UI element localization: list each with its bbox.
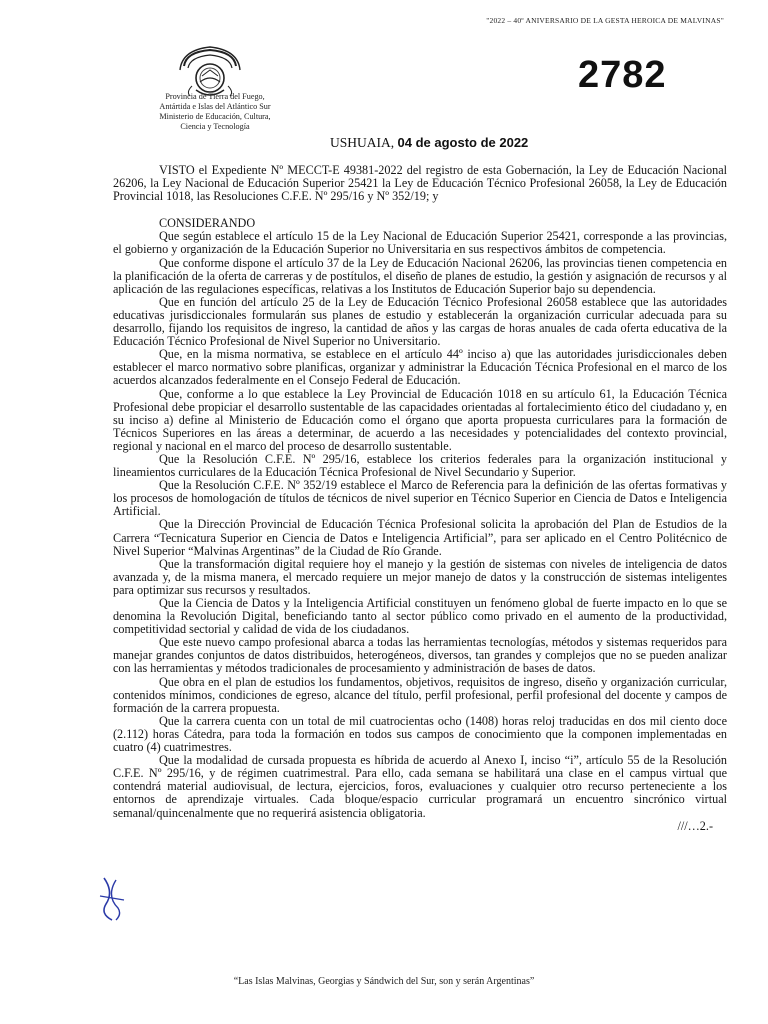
date-place: USHUAIA, <box>330 135 395 150</box>
page-continuation: ///…2.- <box>677 818 713 833</box>
handwritten-initial-mark <box>98 874 126 924</box>
date: 04 de agosto de 2022 <box>397 135 529 150</box>
considerando-paragraph: Que la Resolución C.F.E. Nº 295/16, establece los criterios federales para la organización institucional y lineamientos curriculares de la Educación Técnica Profesional de Nivel Secundario y Superior. <box>113 451 727 480</box>
considerando-paragraph: Que, en la misma normativa, se establece en el artículo 44º inciso a) que las autoridades jurisdiccionales deben establecer el marco normativo sobre planificas, organizar y administrar la Educación Técnica Profesional en el marco de los acuerdos alcanzados federalmente en el Consejo Federal de Educación. <box>113 347 727 388</box>
issuer-line: Provincia de Tierra del Fuego, <box>165 92 265 101</box>
visto-paragraph: VISTO el Expediente Nº MECCT-E 49381-2022 del registro de esta Gobernación, la Ley de Educación Nacional 26206, la Ley Nacional de Educación Superior 25421 la Ley de Educación Técnico Profesional 26058, la Ley de Educación Provincial 1018, las Resoluciones C.F.E. Nº 295/16 y Nº 352/19; y <box>113 163 727 204</box>
considerando-paragraph: Que conforme dispone el artículo 37 de la Ley de Educación Nacional 26206, las provincias tienen competencia en la planificación de la oferta de carreras y de postítulos, el diseño de planes de estudio, la gestión y asignación de recursos y al aplicación de las regulaciones específicas, relativas a los Institutos de Educación Superior bajo su dependencia. <box>113 255 727 296</box>
considerando-paragraph: Que obra en el plan de estudios los fundamentos, objetivos, requisitos de ingreso, diseño y organización curricular, contenidos mínimos, condiciones de egreso, alcance del título, perfil profesional, perfil profesional del docente y campos de formación de la carrera propuesta. <box>113 674 727 715</box>
dateline <box>330 135 528 151</box>
issuer-line: Ministerio de Educación, Cultura, <box>159 112 271 121</box>
considerando-paragraph: Que este nuevo campo profesional abarca a todas las herramientas tecnologías, métodos y sistemas requeridos para manejar grandes conjuntos de datos distribuidos, heterogéneos, diversos, tan grandes y complejos que no se pueden analizar con las herramientas y métodos tradicionales de procesamiento y administración de bases de datos. <box>113 635 727 676</box>
considerando-paragraph: Que en función del artículo 25 de la Ley de Educación Técnico Profesional 26058 establece que las autoridades educativas jurisdiccionales formularán sus planes de estudio y establecerán la organización curricular adecuada para su desarrollo, fijando los requisitos de ingreso, la cantidad de años y las cargas de horas anuales de cada oferta educativa de la Educación Técnico Profesional de Nivel Superior no Universitario. <box>113 294 727 349</box>
issuer-block <box>140 92 290 132</box>
document-body <box>113 164 727 833</box>
anniversary-banner: "2022 – 40º ANIVERSARIO DE LA GESTA HEROICA DE MALVINAS" <box>486 16 724 25</box>
considerando-paragraph: Que la Ciencia de Datos y la Inteligencia Artificial constituyen un fenómeno global de fuerte impacto en lo que se denomina la Revolución Digital, beneficiando tanto al sector público como privado en el aumento de la productividad, competitividad sectorial y calidad de vida de los ciudadanos. <box>113 596 727 637</box>
considerando-heading: CONSIDERANDO <box>159 216 256 231</box>
considerando-paragraph: Que la transformación digital requiere hoy el manejo y la gestión de sistemas con niveles de inteligencia de datos avanzada y, de la misma manera, el mercado requiere un mejor manejo de datos y la construcción de sistemas inteligentes para optimizar sus recursos y resultados. <box>113 556 727 597</box>
footer-quote: “Las Islas Malvinas, Georgias y Sándwich del Sur, son y serán Argentinas” <box>233 976 535 987</box>
considerando-paragraph: Que la Resolución C.F.E. Nº 352/19 establece el Marco de Referencia para la definición de las ofertas formativas y los procesos de homologación de títulos de técnicos de nivel superior en Técnico Superior en Ciencia de Datos e Inteligencia Artificial. <box>113 478 727 519</box>
issuer-line: Ciencia y Tecnología <box>180 122 250 131</box>
issuer-line: Antártida e Islas del Atlántico Sur <box>159 102 271 111</box>
considerando-paragraph: Que la modalidad de cursada propuesta es híbrida de acuerdo al Anexo I, inciso “i”, artículo 55 de la Resolución C.F.E. Nº 295/16, y de régimen cuatrimestral. Para ello, cada semana se habilitará una clase en el campus virtual que contendrá material audiovisual, de lectura, ejercicios, foros, evaluaciones y cualquier otro recurso perteneciente a los entornos de aprendizaje virtuales. Cada bloque/espacio curricular programará un encuentro sincrónico virtual semanal/quincenalmente que no requerirá asistencia obligatoria. <box>113 753 727 820</box>
considerando-paragraph: Que la Dirección Provincial de Educación Técnica Profesional solicita la aprobación del Plan de Estudios de la Carrera “Tecnicatura Superior en Ciencia de Datos e Inteligencia Artificial”, para ser aplicado en el Centro Politécnico de Nivel Superior “Malvinas Argentinas” de la Ciudad de Río Grande. <box>113 517 727 558</box>
considerando-paragraph: Que la carrera cuenta con un total de mil cuatrocientas ocho (1408) horas reloj traducidas en dos mil ciento doce (2.112) horas Cátedra, para toda la formación en todos sus campos de conocimiento que la componen implementadas en cuatro (4) cuatrimestres. <box>113 713 727 755</box>
considerando-paragraph: Que, conforme a lo que establece la Ley Provincial de Educación 1018 en su artículo 61, la Educación Técnica Profesional debe propiciar el desarrollo sustentable de las capacidades orientadas al fortalecimiento ético del ciudadano y, en su inciso a) define al Ministerio de Educación como el órgano que aporta propuesta curriculares para la formación de Técnicos Superiores en las áreas a determinar, de acuerdo a las necesidades y potencialidades del contexto provincial, regional y nacional en el marco del proceso de desarrollo sustentable. <box>113 386 727 453</box>
considerando-paragraph: Que según establece el artículo 15 de la Ley Nacional de Educación Superior 25421, corresponde a las provincias, el gobierno y organización de la Educación Superior no Universitaria en sus respectivos ámbitos de competencia. <box>113 229 727 257</box>
resolution-number: 2782 <box>578 54 667 96</box>
